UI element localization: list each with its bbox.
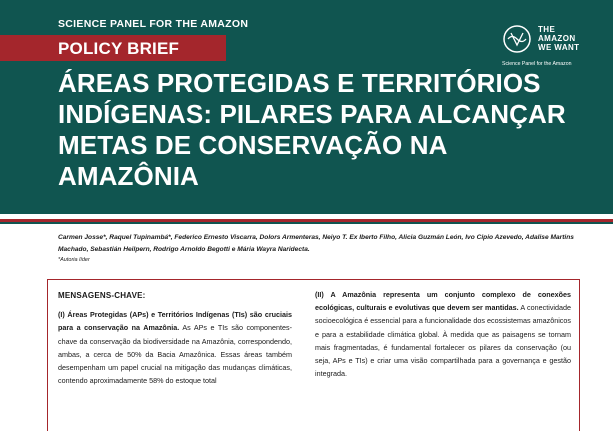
logo-line-2: AMAZON [538,34,576,43]
logo-line-3: WE WANT [538,43,580,52]
key-message-1-body: As APs e TIs são componentes-chave da conservação da biodiversidade na Amazônia, correspondendo, ambas, a cerca de 50% da Bacia Amazônica. Essas áreas também desempenham um papel crucial na mitigação das mudanças climáticas, contendo aproximadamente 58% do estoque total [58,323,292,386]
logo-wordmark [538,25,598,52]
key-messages-box [47,279,580,431]
key-message-2-lead: (II) A Amazônia representa um conjunto complexo de conexões ecológicas, culturais e evolutivas que devem ser mantidas. [315,290,571,313]
page-title: ÁREAS PROTEGIDAS E TERRITÓRIOS INDÍGENAS: PILARES PARA ALCANÇAR METAS DE CONSERVAÇÃO NA AMAZÔNIA [58,68,566,191]
divider-stripe-green [0,222,613,224]
policy-brief-label: POLICY BRIEF [58,39,180,58]
key-message-1-lead: (I) Áreas Protegidas (APs) e Territórios Indígenas (TIs) são cruciais para a conservação na Amazônia. [58,310,292,333]
key-message-1 [58,308,292,387]
logo-line-1: THE [538,25,556,34]
key-message-2 [315,288,571,380]
key-message-2-body: A conectividade socioecológica é essencial para a funcionalidade dos ecossistemas amazônicos e para a estabilidade climática global. À medida que as paisagens se tornam mais fragmentadas, é fundamental fortalecer os pilares da conservação (ou seja, APs e TIs) e criar uma visão compartilhada para a governança e gestão integrada. [315,303,571,379]
policy-brief-band [0,35,226,61]
key-messages-left-column [58,280,292,387]
panel-name: SCIENCE PANEL FOR THE AMAZON [58,18,249,30]
key-messages-heading: MENSAGENS-CHAVE: [58,291,146,300]
header-banner [0,0,613,214]
author-list: Carmen Josse*, Raquel Tupinambá*, Federico Ernesto Viscarra, Dolors Armenteras, Neiyo T. Ex Iberto Filho, Alicia Guzmán León, Ivo Cipio Azevedo, Adalise Martins Machado, Sebastián Heilpern, Rodrigo Arnoldo Begotti e Mária Wayra Naridecta. [58,234,574,253]
logo [502,22,602,72]
logo-subtitle: Science Panel for the Amazon [502,61,572,67]
key-messages-right-column [315,280,571,380]
author-note: *Autoria líder [58,257,90,263]
amazon-logo-icon [502,24,532,54]
